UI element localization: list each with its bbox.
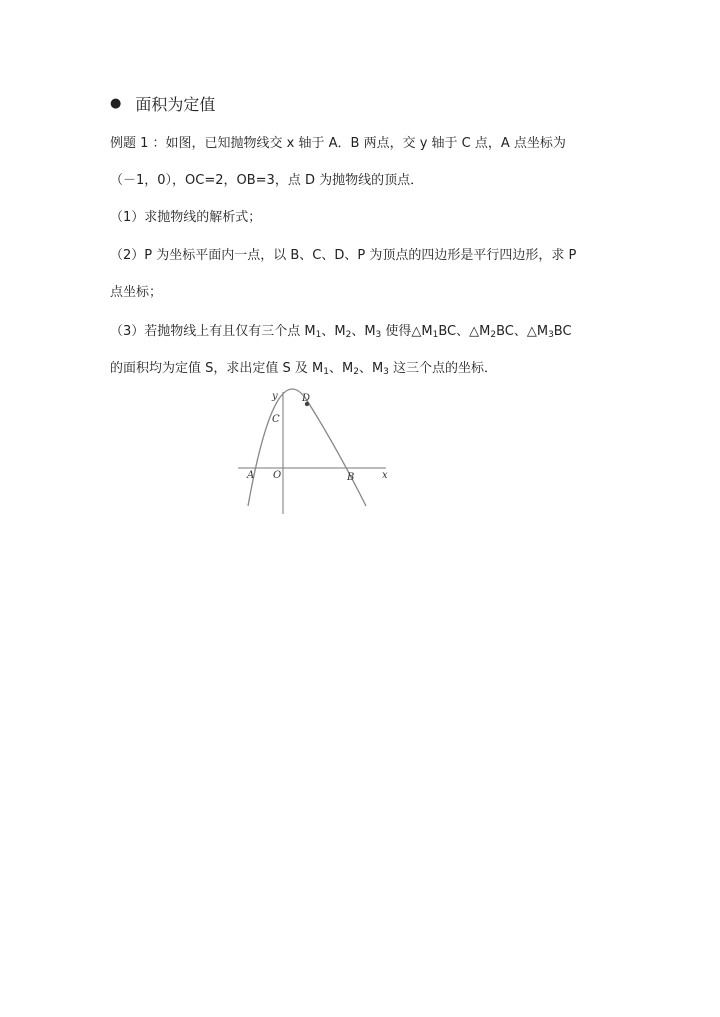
parabola-figure [238,388,398,518]
q3-text: 使得△M [381,324,433,339]
q3-text: BC、△M [496,324,549,339]
q3-text: 、M [358,361,384,376]
label-c: C [272,414,280,425]
bullet-icon: ● [110,96,122,111]
q3-subscript: 3 [383,367,389,377]
question-2-line-2: 点坐标； [110,285,163,300]
label-y: y [272,391,278,402]
question-3-line-2 [110,360,497,378]
q3-text: 、M [321,324,346,339]
q3-subscript: 1 [315,330,322,340]
label-d: D [302,393,311,404]
q3-text: 这三个点的坐标． [388,361,498,376]
question-2-line-1: （2）P 为坐标平面内一点，以 B、C、D、P 为顶点的四边形是平行四边形，求 P [110,248,577,263]
label-x: x [382,470,388,481]
q3-text: 、M [351,324,376,339]
q3-text: 、M [328,361,354,376]
q3-text: BC [553,324,572,339]
q3-subscript: 2 [490,330,497,340]
label-a: A [247,470,255,481]
q3-text: （3）若抛物线上有且仅有三个点 M [110,324,316,339]
question-1: （1）求抛物线的解析式； [110,210,262,225]
q3-subscript: 3 [375,330,382,340]
problem-line-1: 例题 1 ：如图，已知抛物线交 x 轴于 A．B 两点，交 y 轴于 C 点，A 点坐标为 [110,136,566,151]
section-heading [110,92,215,115]
q3-subscript: 2 [353,367,359,377]
problem-line-2: （－1，0），OC=2，OB=3，点 D 为抛物线的顶点． [110,173,424,188]
q3-subscript: 1 [432,330,439,340]
label-b: B [347,472,355,483]
q3-subscript: 3 [548,330,554,340]
q3-subscript: 1 [323,367,329,377]
label-o: O [273,470,282,481]
q3-text: 的面积均为定值 S，求出定值 S 及 M [110,361,324,376]
q3-subscript: 2 [345,330,352,340]
question-3-line-1 [110,323,572,341]
section-title: 面积为定值 [135,95,216,114]
parabola-curve [248,389,366,506]
q3-text: BC、△M [438,324,491,339]
